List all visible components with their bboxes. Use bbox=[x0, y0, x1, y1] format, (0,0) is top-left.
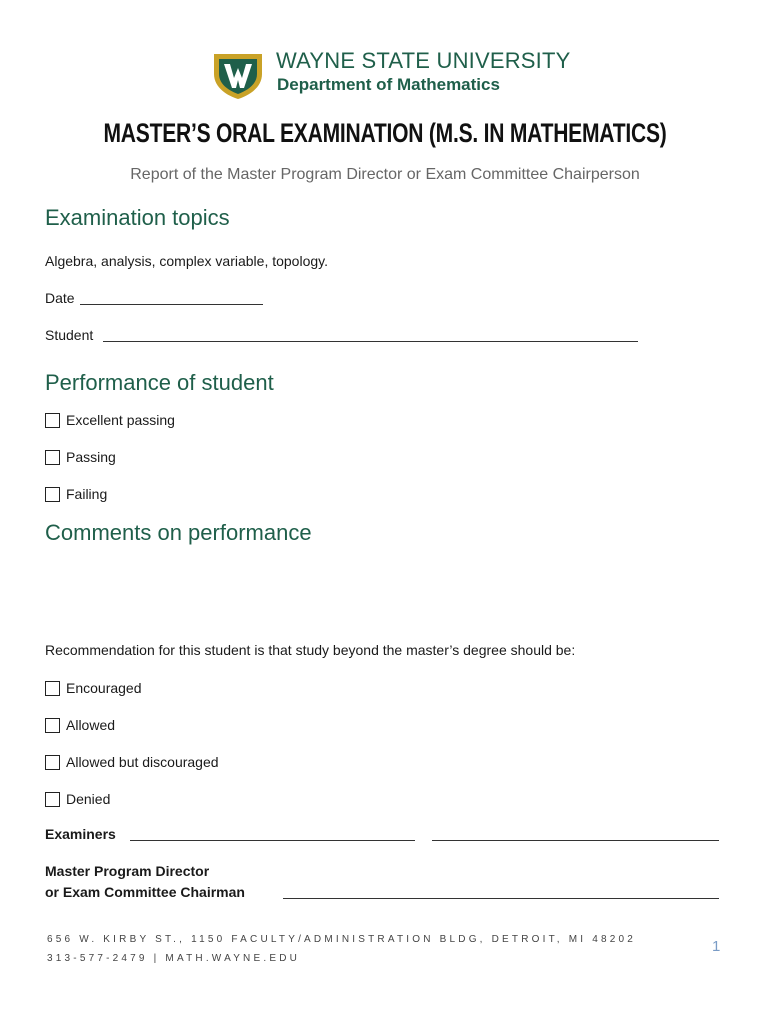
director-label-line2: or Exam Committee Chairman bbox=[45, 884, 245, 900]
document-title: MASTER’S ORAL EXAMINATION (M.S. IN MATHEMATICS) bbox=[103, 118, 667, 148]
date-label: Date bbox=[45, 290, 75, 306]
footer-contact: 313-577-2479 | MATH.WAYNE.EDU bbox=[47, 953, 301, 964]
topics-text: Algebra, analysis, complex variable, topology. bbox=[45, 253, 329, 269]
page-number: 1 bbox=[712, 938, 721, 955]
checkbox-label: Excellent passing bbox=[66, 412, 175, 428]
performance-heading: Performance of student bbox=[45, 370, 274, 395]
checkbox-box[interactable] bbox=[45, 755, 60, 770]
date-field[interactable] bbox=[80, 304, 263, 305]
examiners-label: Examiners bbox=[45, 826, 116, 842]
examiner-signature-field-2[interactable] bbox=[432, 840, 719, 841]
checkbox-allowed-but-discouraged[interactable] bbox=[45, 752, 219, 772]
checkbox-failing[interactable] bbox=[45, 484, 107, 504]
checkbox-label: Passing bbox=[66, 449, 116, 465]
checkbox-box[interactable] bbox=[45, 792, 60, 807]
checkbox-allowed[interactable] bbox=[45, 715, 115, 735]
director-label-line1: Master Program Director bbox=[45, 863, 210, 879]
checkbox-label: Allowed but discouraged bbox=[66, 754, 219, 770]
footer-address: 656 W. KIRBY ST., 1150 FACULTY/ADMINISTRATION BLDG, DETROIT, MI 48202 bbox=[47, 934, 637, 945]
examiner-signature-field-1[interactable] bbox=[130, 840, 415, 841]
checkbox-encouraged[interactable] bbox=[45, 678, 142, 698]
recommendation-text: Recommendation for this student is that study beyond the master’s degree should be: bbox=[45, 642, 576, 658]
checkbox-box[interactable] bbox=[45, 413, 60, 428]
student-field[interactable] bbox=[103, 341, 638, 342]
checkbox-excellent-passing[interactable] bbox=[45, 410, 175, 430]
checkbox-passing[interactable] bbox=[45, 447, 116, 467]
department-name: Department of Mathematics bbox=[277, 75, 500, 94]
checkbox-denied[interactable] bbox=[45, 789, 110, 809]
comments-heading: Comments on performance bbox=[45, 520, 312, 545]
checkbox-label: Denied bbox=[66, 791, 111, 807]
checkbox-label: Failing bbox=[66, 486, 108, 502]
director-signature-field[interactable] bbox=[283, 898, 719, 899]
university-name: WAYNE STATE UNIVERSITY bbox=[276, 48, 571, 73]
checkbox-box[interactable] bbox=[45, 718, 60, 733]
checkbox-box[interactable] bbox=[45, 681, 60, 696]
student-label: Student bbox=[45, 327, 94, 343]
header-logo bbox=[210, 48, 570, 102]
wsu-shield-logo-icon bbox=[210, 48, 266, 100]
comments-area[interactable] bbox=[45, 556, 725, 626]
checkbox-label: Allowed bbox=[66, 717, 116, 733]
examination-topics-heading: Examination topics bbox=[45, 205, 230, 230]
checkbox-label: Encouraged bbox=[66, 680, 142, 696]
checkbox-box[interactable] bbox=[45, 487, 60, 502]
document-subtitle: Report of the Master Program Director or Exam Committee Chairperson bbox=[130, 166, 640, 183]
checkbox-box[interactable] bbox=[45, 450, 60, 465]
